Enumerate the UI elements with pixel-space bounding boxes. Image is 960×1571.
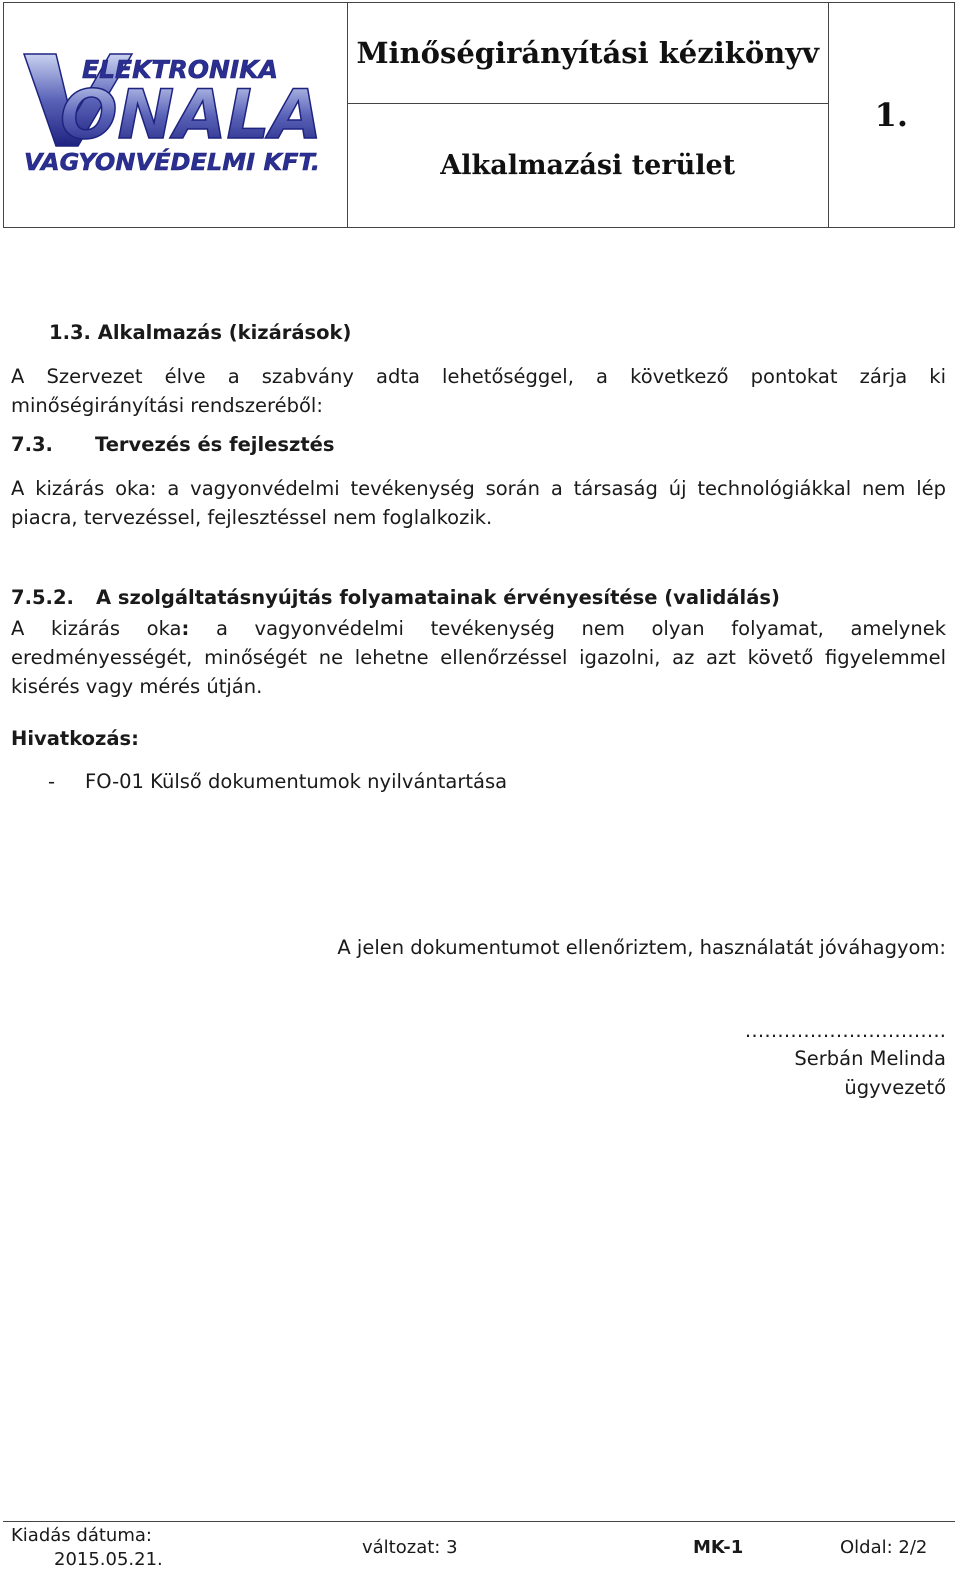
page-number: Oldal: 2/2 — [840, 1537, 928, 1558]
exclusion1-reason: A kizárás oka: a vagyonvédelmi tevékenység során a társaság új technológiákkal nem lép piacra, tervezéssel, fejlesztéssel nem foglalkozik. — [11, 477, 946, 529]
exclusion2-reason-body: a vagyonvédelmi tevékenység nem olyan folyamat, amelynek eredményességét, minőségét ne lehetne ellenőrzéssel igazolni, az azt követő figyelemmel kisérés vagy mérés útján. — [11, 617, 946, 698]
logo-line2: ONALA — [60, 76, 323, 155]
logo-line1: ELEKTRONIKA — [82, 55, 279, 84]
chapter-cell — [828, 3, 954, 228]
reference-text: FO-01 Külső dokumentumok nyilvántartása — [85, 770, 508, 793]
issue-date: 2015.05.21. — [54, 1549, 163, 1570]
version: változat: 3 — [362, 1537, 458, 1558]
exclusion2-number: 7.5.2. — [11, 586, 74, 609]
title-cell — [347, 3, 828, 104]
exclusion2-reason-prefix: A kizárás oka — [11, 617, 182, 640]
exclusion1-number: 7.3. — [11, 433, 53, 456]
chapter-number: 1. — [874, 96, 909, 134]
list-bullet: - — [48, 770, 56, 793]
manual-title: Minőségirányítási kézikönyv — [356, 36, 819, 70]
approval-statement: A jelen dokumentumot ellenőriztem, használatát jóváhagyom: — [337, 936, 946, 959]
subtitle-cell — [347, 104, 828, 228]
document-code: MK-1 — [693, 1537, 744, 1558]
exclusion1-title: Tervezés és fejlesztés — [95, 433, 335, 456]
issue-date-label: Kiadás dátuma: — [11, 1525, 152, 1546]
signature-line: …………………………. — [744, 1019, 946, 1042]
vonala-logo-graphic — [20, 50, 330, 180]
logo-cell — [4, 3, 348, 228]
footer-divider — [3, 1521, 955, 1522]
exclusion2-reason — [11, 614, 946, 701]
signer-name: Serbán Melinda — [794, 1047, 946, 1070]
signer-role: ügyvezető — [844, 1076, 946, 1099]
company-logo — [4, 3, 347, 227]
section-heading: 1.3. Alkalmazás (kizárások) — [49, 321, 352, 344]
exclusion2-reason-colon: : — [181, 617, 190, 640]
exclusion2-title: A szolgáltatásnyújtás folyamatainak érvényesítése (validálás) — [96, 586, 780, 609]
logo-line3: VAGYONVÉDELMI KFT. — [24, 150, 308, 176]
chapter-subtitle: Alkalmazási terület — [440, 150, 736, 181]
reference-heading: Hivatkozás: — [11, 727, 139, 750]
document-header — [3, 2, 955, 228]
intro-paragraph: A Szervezet élve a szabvány adta lehetőséggel, a következő pontokat zárja ki minőségirányítási rendszeréből: — [11, 365, 946, 417]
